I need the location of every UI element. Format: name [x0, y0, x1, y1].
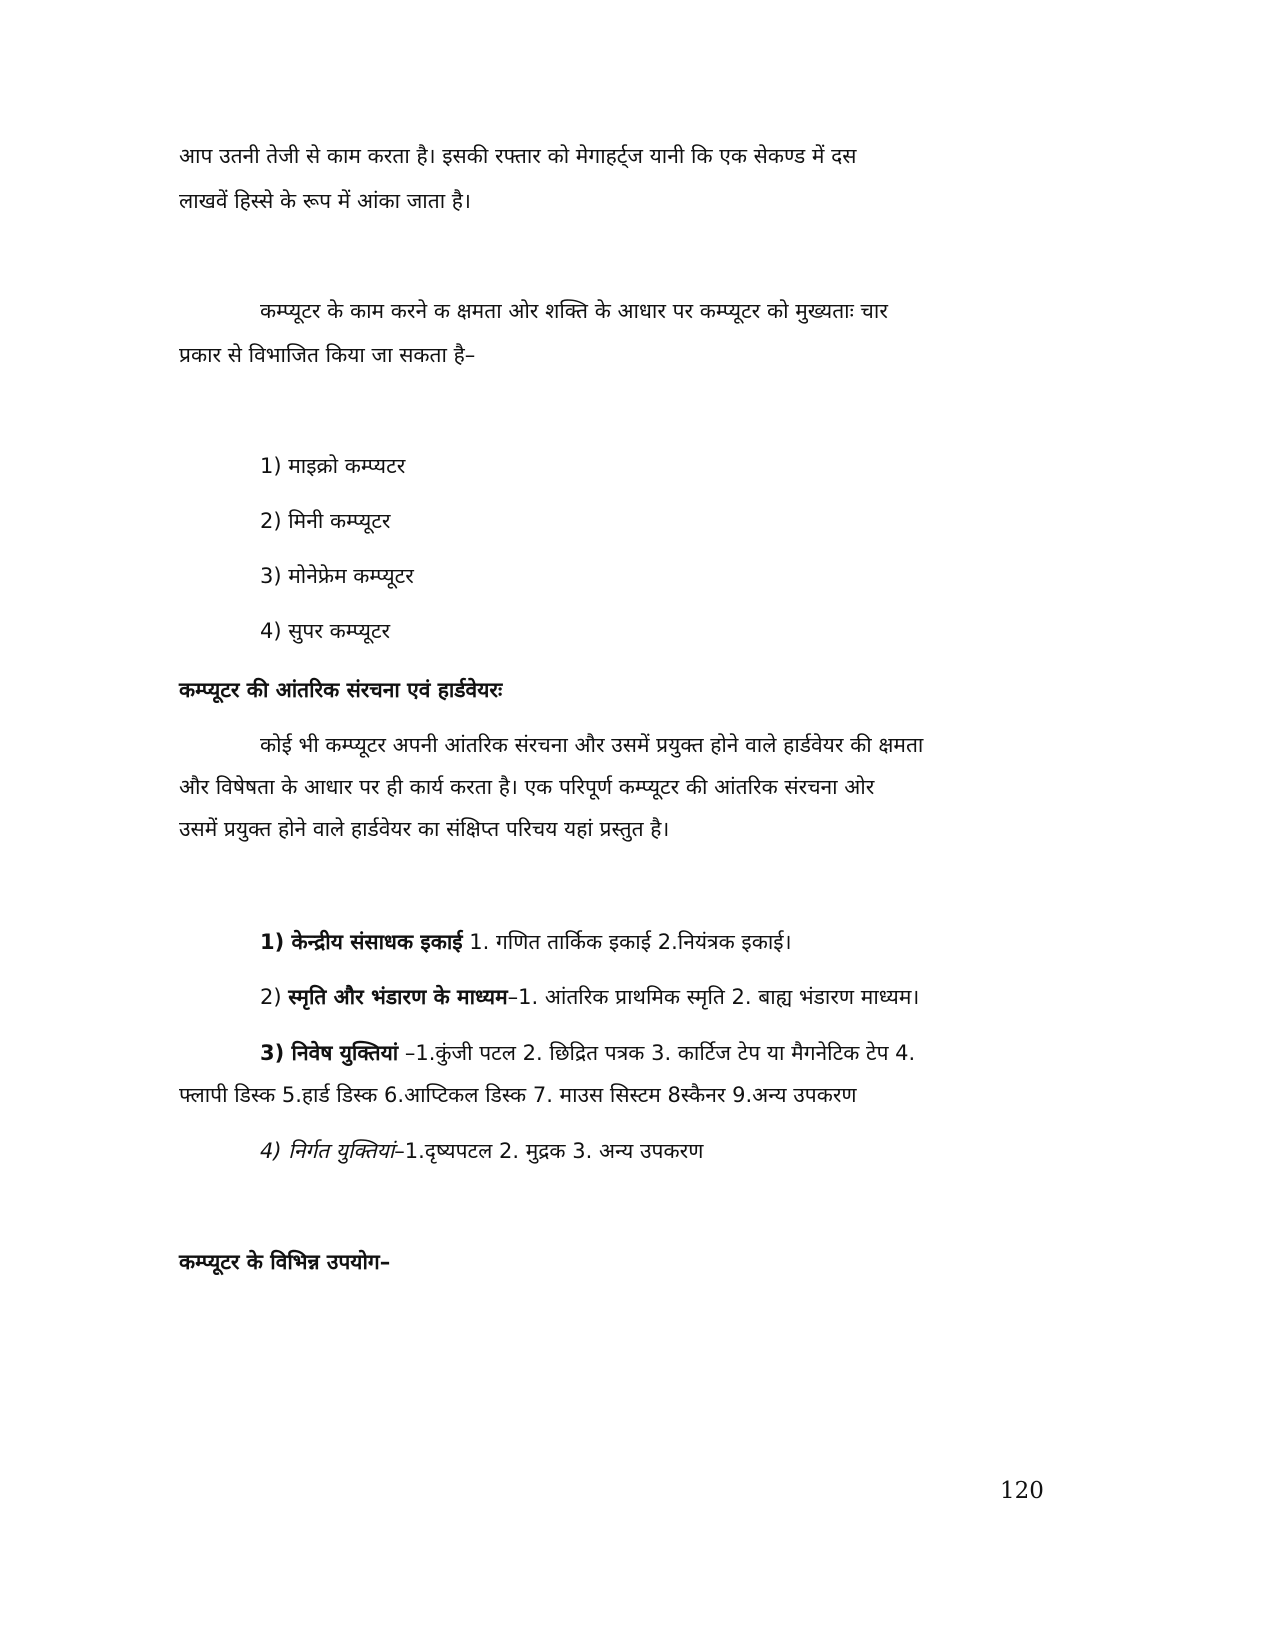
list-item: 1) माइक्रो कम्प्यटर [260, 454, 406, 478]
list-item: 2) मिनी कम्प्यूटर [260, 509, 391, 533]
component-title: 4) निर्गत युक्तियां [260, 1139, 395, 1163]
paragraph-line: कम्प्यूटर के काम करने क क्षमता ओर शक्ति के आधार पर कम्प्यूटर को मुख्यताः चार [260, 299, 888, 323]
component-number: 2) [260, 985, 289, 1009]
component-text: –1.कुंजी पटल 2. छिद्रित पत्रक 3. कार्टिज टेप या मैगनेटिक टेप 4. [398, 1041, 916, 1065]
component-title: स्मृति और भंडारण के माध्यम [288, 985, 508, 1009]
component-text: 1. गणित तार्किक इकाई 2.नियंत्रक इकाई। [462, 930, 792, 954]
component-item [260, 982, 1080, 1012]
component-item [260, 1038, 1080, 1068]
paragraph-line: प्रकार से विभाजित किया जा सकता है– [179, 343, 476, 367]
section-heading: कम्प्यूटर के विभिन्न उपयोग– [179, 1250, 391, 1274]
paragraph-line: लाखवें हिस्से के रूप में आंका जाता है। [179, 189, 471, 213]
component-item [260, 1136, 1080, 1166]
list-item: 3) मोनेफ्रेम कम्प्यूटर [260, 564, 414, 588]
paragraph-line: और विषेषता के आधार पर ही कार्य करता है। एक परिपूर्ण कम्प्यूटर की आंतरिक संरचना ओर [179, 775, 875, 799]
section-heading: कम्प्यूटर की आंतरिक संरचना एवं हार्डवेयरः [179, 678, 503, 702]
component-text: –1. आंतरिक प्राथमिक स्मृति 2. बाह्य भंडारण माध्यम। [507, 985, 920, 1009]
page-number: 120 [1000, 1478, 1044, 1504]
paragraph-line: आप उतनी तेजी से काम करता है। इसकी रफ्तार को मेगाहर्ट्ज यानी कि एक सेकण्ड में दस [179, 144, 857, 168]
list-item: 4) सुपर कम्प्यूटर [260, 619, 391, 643]
component-item [260, 927, 1080, 957]
component-title: 3) निवेष युक्तियां [260, 1041, 399, 1065]
component-text: –1.दृष्यपटल 2. मुद्रक 3. अन्य उपकरण [394, 1139, 704, 1163]
component-text-continued: फ्लापी डिस्क 5.हार्ड डिस्क 6.आप्टिकल डिस्क 7. माउस सिस्टम 8स्कैनर 9.अन्य उपकरण [179, 1083, 857, 1107]
paragraph-line: उसमें प्रयुक्त होने वाले हार्डवेयर का संक्षिप्त परिचय यहां प्रस्तुत है। [179, 817, 670, 841]
component-title: 1) केन्द्रीय संसाधक इकाई [260, 930, 463, 954]
paragraph-line: कोई भी कम्प्यूटर अपनी आंतरिक संरचना और उसमें प्रयुक्त होने वाले हार्डवेयर की क्षमता [260, 733, 924, 757]
